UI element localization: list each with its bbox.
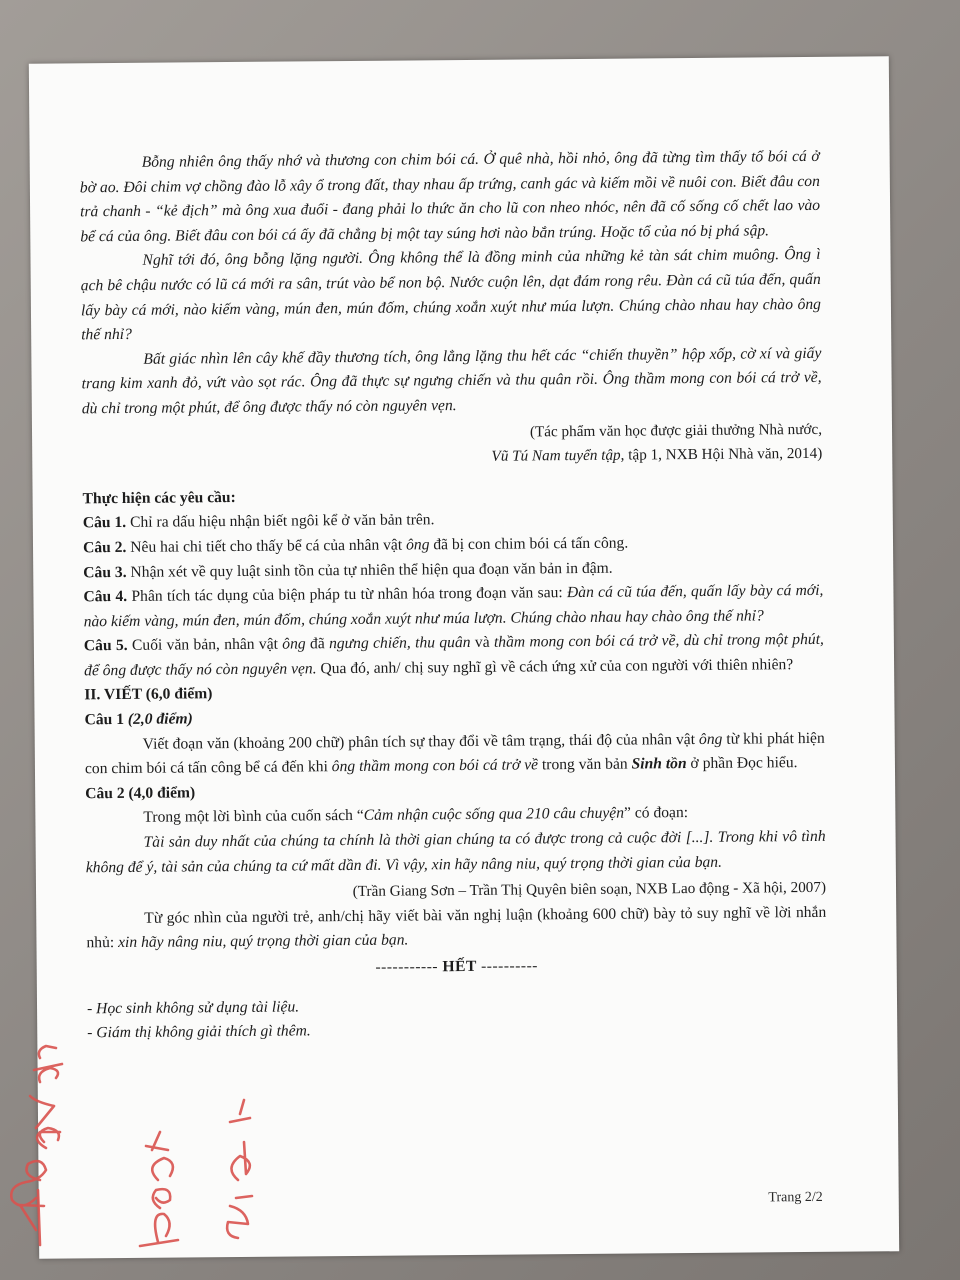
passage-paragraph-2: Nghĩ tới đó, ông bỗng lặng người. Ông không thể là đồng minh của những kẻ tàn sát chim muông. Ông ì ạch bê chậu nước có lũ cá mới ra sân, trút vào bể non bộ. Nước cuộn lên, dạt đám rong rêu. Đàn cá cũ túa đến, quấn lấy bày cá mới, nào kiếm vàng, mún đen, mún đốm, chúng xoắn xuýt như múa lượn. Chúng chào nhau hay chào ông thế nhỉ? (80, 246, 822, 344)
writing-section-heading: II. VIẾT (6,0 điểm) (84, 685, 213, 704)
end-dashes-left: ----------- (375, 958, 439, 976)
end-text: HẾT (442, 957, 477, 976)
question-3-text: Nhận xét về quy luật sinh tồn của tự nhiên thể hiện qua đoạn văn bản in đậm. (126, 559, 613, 581)
tasks-heading: Thực hiện các yêu cầu: (82, 488, 236, 508)
question-4-excerpt: Đàn cá cũ túa đến, quấn lấy bày cá mới, nào kiếm vàng, mún đen, mún đốm, chúng xoắn xuýt như múa lượn. Chúng chào nhau hay chào ông thế nhỉ? (83, 581, 824, 631)
passage-paragraph-1: Bỗng nhiên ông thấy nhớ và thương con chim bói cá. Ở quê nhà, hồi nhỏ, ông đã từng tìm thấy tổ bói cá ở bờ ao. Đôi chim vợ chồng đào lỗ xây ổ trong đất, thay nhau ấp trứng, canh gác và kiếm mồi về nuôi con. Biết đâu con trả chanh - “kẻ địch” mà ông xua đuổi - đang phải lo thức ăn cho lũ con nheo nhóc, nên đã cố sống cố chết lao vào bể cá của ông. Biết đâu con bói cá ấy đã chẳng bị một tay súng hơi nào bắn trúng. Hoặc tổ của nó bị phá sập. (79, 147, 821, 246)
question-5-text-a: Cuối văn bản, nhân vật (127, 635, 283, 655)
question-4-text: Phân tích tác dụng của biện pháp tu từ nhân hóa trong đoạn văn sau: (127, 584, 568, 606)
question-1-text: Chỉ ra dấu hiệu nhận biết ngôi kể ở văn bản trên. (126, 511, 435, 532)
handwritten-red-notes-illustration (0, 1030, 300, 1280)
source-publisher: , tập 1, NXB Hội Nhà văn, 2014) (620, 444, 823, 464)
writing-question-2-heading: Câu 2 (4,0 điểm) (85, 784, 196, 803)
question-5-text-d: Qua đó, anh/ chị suy nghĩ gì về cách ứng xử của con người với thiên nhiên? (316, 656, 794, 678)
end-dashes-right: ---------- (480, 957, 539, 975)
page-content (80, 145, 828, 1046)
writing-question-1-points: (2,0 điểm) (123, 710, 193, 729)
writing-question-2-task (86, 901, 826, 957)
question-3-label: Câu 3. (83, 563, 127, 581)
question-5-italic-a: ông (282, 635, 306, 653)
wq1-work-title: Sinh tồn (631, 755, 687, 773)
note-1: - Học sinh không sử dụng tài liệu. (86, 998, 300, 1017)
wq2-intro-a: Trong một lời bình của cuốn sách “ (143, 807, 364, 827)
writing-question-1-label: Câu 1 (84, 711, 125, 729)
wq1-text-c: trong văn bản (537, 755, 632, 774)
question-5-text-b: đã (305, 635, 330, 653)
reading-passage (80, 145, 822, 422)
wq1-italic-b: ông thầm mong con bói cá trở về (331, 756, 539, 776)
wq2-task-italic: xin hãy nâng niu, quý trọng thời gian của bạn. (118, 931, 409, 952)
wq2-intro-b: ” có đoạn: (623, 804, 689, 823)
end-marker (87, 952, 827, 983)
passage-source (82, 417, 822, 473)
question-2-text-b: đã bị con chim bói cá tấn công. (429, 534, 629, 554)
writing-question-1-prompt (85, 727, 825, 783)
question-2-italic: ông (405, 536, 430, 554)
question-5-italic-c: thầm mong con bói cá trở về, dù chỉ trong một phút, để ông được thấy nó còn nguyên vẹn. (84, 631, 824, 680)
writing-question-2-quote: Tài sản duy nhất của chúng ta chính là thời gian chúng ta có được trong cả cuộc đời [...]. Trong khi vô tình không để ý, tài sản của chúng ta cứ mất dần đi. Vì vậy, xin hãy nâng niu, quý trọng thời gian của bạn. (85, 827, 826, 876)
passage-paragraph-3: Bất giác nhìn lên cây khế đầy thương tích, ông lẳng lặng thu hết các “chiến thuyền” hộp xốp, cờ xí và giấy trang kim xanh đỏ, vứt vào sọt rác. Ông đã thực sự ngưng chiến và thu quân rồi. Ông thầm mong con bói cá trở về, dù chỉ trong một phút, để ông được thấy nó còn nguyên vẹn. (81, 344, 822, 418)
question-2-text-a: Nêu hai chi tiết cho thấy bể cá của nhân vật (126, 536, 407, 556)
question-4-label: Câu 4. (83, 588, 128, 606)
source-line-2 (82, 442, 822, 473)
question-5-italic-b: ngưng chiến, thu quân (328, 634, 471, 653)
wq2-book-title: Cảm nhận cuộc sống qua 210 câu chuyện (363, 805, 625, 825)
wq1-text-a: Viết đoạn văn (khoảng 200 chữ) phân tích sự thay đổi về tâm trạng, thái độ của nhân vật (142, 730, 700, 753)
writing-question-2-source: (Trần Giang Sơn – Trần Thị Quyên biên soạn, NXB Lao động - Xã hội, 2007) (352, 879, 827, 901)
question-5-text-c: và (470, 634, 494, 652)
source-line-1: (Tác phẩm văn học được giải thưởng Nhà nước, (529, 420, 823, 440)
source-book-title: Vũ Tú Nam tuyển tập (491, 446, 621, 465)
question-5 (84, 628, 824, 684)
question-5-label: Câu 5. (83, 637, 128, 655)
wq1-text-d: ở phần Đọc hiểu. (686, 754, 798, 773)
question-4 (83, 579, 823, 635)
wq2-task-text: Từ góc nhìn của người trẻ, anh/chị hãy viết bài văn nghị luận (khoảng 600 chữ) bày tỏ suy nghĩ về lời nhắn nhủ: (86, 903, 827, 952)
wq1-italic-a: ông (698, 730, 723, 748)
wq1-text-b: từ khi phát hiện con chim bói cá tấn công bể cá đến khi (84, 729, 825, 778)
page-number: Trang 2/2 (768, 1189, 823, 1206)
question-1-label: Câu 1. (82, 514, 127, 532)
question-2-label: Câu 2. (82, 538, 127, 557)
note-2: - Giám thị không giải thích gì thêm. (87, 1022, 311, 1042)
